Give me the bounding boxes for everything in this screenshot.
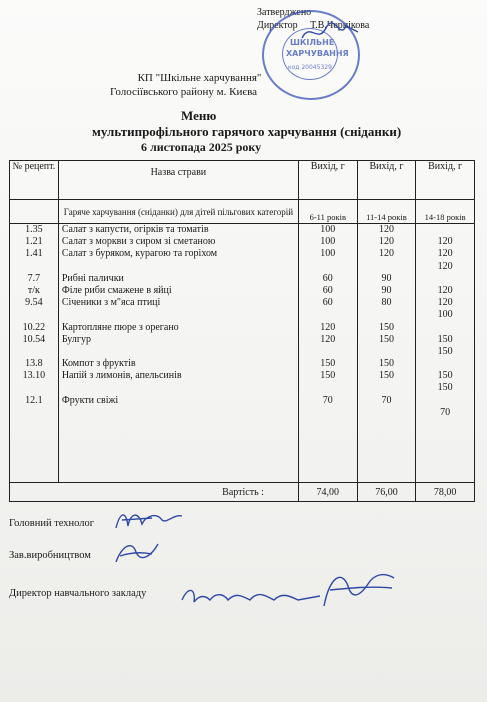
yield-value: 150 bbox=[437, 370, 453, 382]
dish-name: Фрукти свіжі bbox=[61, 394, 119, 406]
signature-label-director: Директор навчального закладу bbox=[9, 588, 147, 599]
col-out1-header: Вихід, г bbox=[298, 161, 357, 200]
recipe-number: 9.54 bbox=[25, 297, 43, 309]
col-out2-header: Вихід, г bbox=[357, 161, 416, 200]
dish-name: Січеники з м"яса птиці bbox=[61, 297, 161, 309]
total-6-11: 74,00 bbox=[298, 483, 357, 502]
col-out3-header: Вихід, г bbox=[416, 161, 475, 200]
dish-name: Салат з моркви з сиром зі сметаною bbox=[61, 236, 216, 248]
yield-value: 150 bbox=[378, 358, 394, 370]
yield-value: 70 bbox=[440, 406, 451, 418]
recipe-number: 1.41 bbox=[25, 248, 43, 260]
yield-value: 150 bbox=[378, 321, 394, 333]
yield-value: 120 bbox=[378, 236, 394, 248]
dish-name: Філе риби смажене в яйці bbox=[61, 284, 172, 296]
menu-date: 6 листопада 2025 року bbox=[141, 140, 262, 154]
yield-value: 80 bbox=[381, 297, 392, 309]
table-header-row bbox=[10, 161, 475, 200]
recipe-number: 7.7 bbox=[27, 272, 41, 284]
recipe-number: т/к bbox=[27, 284, 40, 296]
yield-value: 70 bbox=[322, 394, 333, 406]
yield-value: 90 bbox=[381, 284, 392, 296]
stamp-text-1: ШКІЛЬНЕ bbox=[290, 38, 335, 47]
dish-name: Салат з буряком, курагою та горіхом bbox=[61, 248, 218, 260]
dishes-row bbox=[10, 224, 475, 483]
director-signature-top bbox=[300, 18, 360, 46]
category-label: Гаряче харчування (сніданки) для дітей пільгових категорій bbox=[58, 200, 298, 224]
org-district: Голосіївського району м. Києва bbox=[109, 86, 258, 98]
menu-title: Меню bbox=[181, 108, 217, 123]
yield-value: 60 bbox=[322, 272, 333, 284]
yield-value: 150 bbox=[378, 333, 394, 345]
dish-name: Напій з лимонів, апельсинів bbox=[61, 370, 182, 382]
yield-value: 150 bbox=[437, 382, 453, 394]
yield-value: 60 bbox=[322, 297, 333, 309]
total-14-18: 78,00 bbox=[416, 483, 475, 502]
recipe-number: 1.21 bbox=[25, 236, 43, 248]
yield-value: 150 bbox=[437, 333, 453, 345]
yield-value: 120 bbox=[437, 248, 453, 260]
recipe-number: 1.35 bbox=[25, 224, 43, 235]
yield-value: 100 bbox=[320, 224, 336, 235]
age-11-14: 11-14 років bbox=[357, 200, 416, 224]
age-14-18: 14-18 років bbox=[416, 200, 475, 224]
stamp-text-3: код 20045329 bbox=[288, 64, 332, 71]
total-row bbox=[10, 483, 475, 502]
recipe-number: 10.54 bbox=[22, 333, 46, 345]
yield-value: 120 bbox=[320, 321, 336, 333]
menu-subtitle: мультипрофільного гарячого харчування (сніданки) bbox=[92, 124, 402, 139]
recipe-number: 10.22 bbox=[22, 321, 46, 333]
yield-14-18-list bbox=[416, 224, 474, 419]
yield-value: 100 bbox=[320, 248, 336, 260]
yield-value: 120 bbox=[378, 224, 394, 235]
org-name: КП "Шкільне харчування" bbox=[137, 72, 262, 84]
production-signature bbox=[112, 538, 162, 568]
menu-table bbox=[9, 160, 475, 502]
approval-title: Затверджено bbox=[257, 7, 312, 18]
yield-value: 150 bbox=[378, 370, 394, 382]
yield-value: 120 bbox=[437, 260, 453, 272]
dish-name: Картопляне пюре з орегано bbox=[61, 321, 179, 333]
category-row bbox=[10, 200, 475, 224]
tech-signature bbox=[112, 506, 184, 534]
yield-value: 120 bbox=[437, 236, 453, 248]
approval-name: Т.В.Чернікова bbox=[310, 20, 370, 31]
yield-value: 120 bbox=[320, 333, 336, 345]
yield-6-11-list bbox=[299, 224, 357, 407]
director-signature bbox=[180, 566, 400, 618]
age-6-11: 6-11 років bbox=[298, 200, 357, 224]
dish-name: Салат з капусти, огірків та томатів bbox=[61, 224, 209, 235]
recipe-number: 13.8 bbox=[25, 358, 43, 370]
approval-role: Директор bbox=[257, 20, 298, 31]
signature-label-production: Зав.виробництвом bbox=[9, 550, 91, 561]
dish-name: Рибні палички bbox=[61, 272, 124, 284]
dish-name: Булгур bbox=[61, 333, 91, 345]
stamp-text-2: ХАРЧУВАННЯ bbox=[286, 49, 349, 58]
total-11-14: 76,00 bbox=[357, 483, 416, 502]
dish-list bbox=[59, 224, 298, 407]
recipe-list bbox=[10, 224, 58, 407]
dish-name: Компот з фруктів bbox=[61, 358, 136, 370]
yield-value: 150 bbox=[437, 345, 453, 357]
yield-11-14-list bbox=[358, 224, 416, 407]
recipe-number: 13.10 bbox=[22, 370, 46, 382]
col-dish-header: Назва страви bbox=[58, 161, 298, 200]
yield-value: 150 bbox=[320, 358, 336, 370]
total-label: Вартість : bbox=[10, 483, 299, 502]
yield-value: 70 bbox=[381, 394, 392, 406]
signature-label-tech: Головний технолог bbox=[9, 518, 95, 529]
yield-value: 100 bbox=[320, 236, 336, 248]
yield-value: 120 bbox=[437, 297, 453, 309]
yield-value: 60 bbox=[322, 284, 333, 296]
yield-value: 150 bbox=[320, 370, 336, 382]
yield-value: 90 bbox=[381, 272, 392, 284]
yield-value: 120 bbox=[378, 248, 394, 260]
yield-value: 120 bbox=[437, 284, 453, 296]
yield-value: 100 bbox=[437, 309, 453, 321]
recipe-number: 12.1 bbox=[25, 394, 43, 406]
col-recipe-header: № рецепт. bbox=[10, 161, 59, 200]
